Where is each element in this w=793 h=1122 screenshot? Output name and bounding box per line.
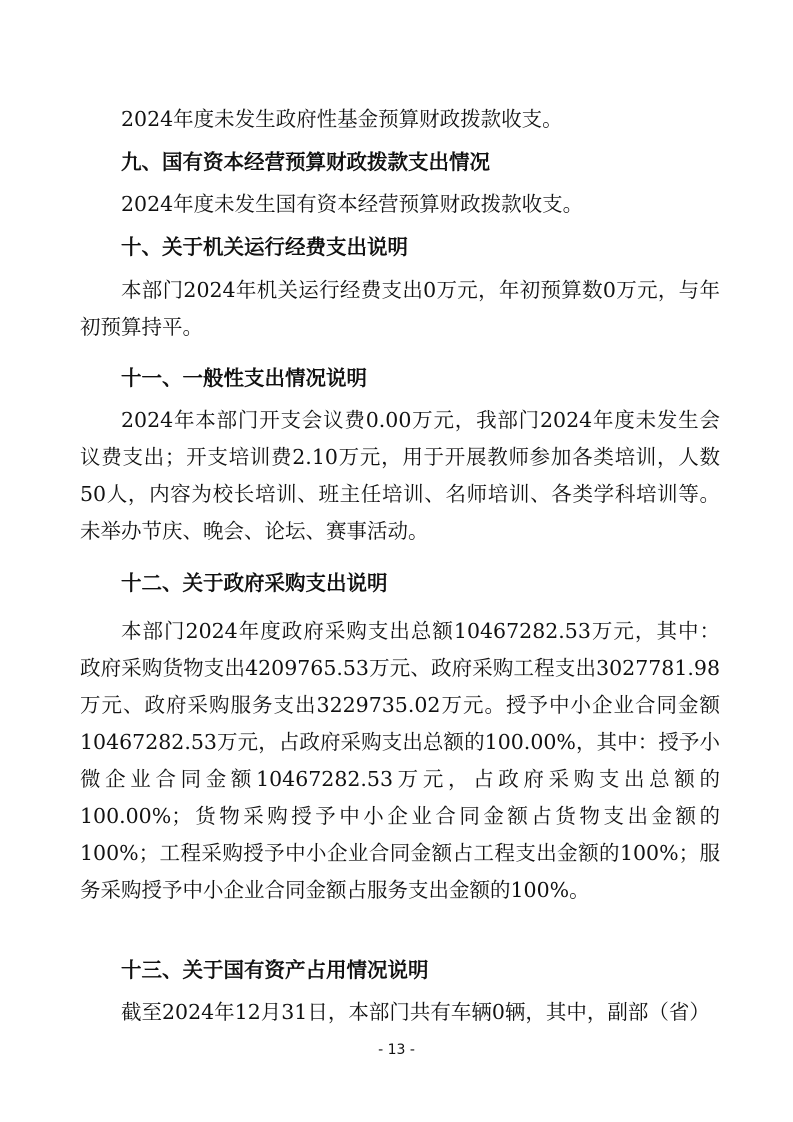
paragraph-state-capital: 2024年度未发生国有资本经营预算财政拨款收支。	[121, 192, 584, 216]
paragraph-general-expenditure: 2024年本部门开支会议费0.00万元，我部门2024年度未发生会议费支出；开支培训费2.10万元，用于开展教师参加各类培训，人数50人，内容为校长培训、班主任培训、名师培训、各类学科培训等。未举办节庆、晚会、论坛、赛事活动。	[80, 408, 720, 543]
heading-9: 九、国有资本经营预算财政拨款支出情况	[121, 150, 490, 174]
heading-13: 十三、关于国有资产占用情况说明	[121, 958, 429, 982]
heading-12: 十二、关于政府采购支出说明	[121, 571, 388, 595]
paragraph-state-assets: 截至2024年12月31日，本部门共有车辆0辆，其中，副部（省）	[121, 1000, 710, 1024]
heading-11: 十一、一般性支出情况说明	[121, 366, 367, 390]
paragraph-gov-fund: 2024年度未发生政府性基金预算财政拨款收支。	[121, 107, 563, 131]
paragraph-operating-costs: 本部门2024年机关运行经费支出0万元，年初预算数0万元，与年初预算持平。	[80, 278, 720, 339]
paragraph-procurement: 本部门2024年度政府采购支出总额10467282.53万元，其中：政府采购货物支出4209765.53万元、政府采购工程支出3027781.98万元、政府采购服务支出3229735.02万元。授予中小企业合同金额10467282.53万元，占政府采购支出总额的100.00%，其中：授予小微企业合同金额10467282.53万元，占政府采购支出总额的100.00%；货物采购授予中小企业合同金额占货物支出金额的100%；工程采购授予中小企业合同金额占工程支出金额的100%；服务采购授予中小企业合同金额占服务支出金额的100%。	[80, 619, 720, 902]
heading-10: 十、关于机关运行经费支出说明	[121, 235, 408, 259]
page-number: - 13 -	[378, 1042, 415, 1058]
